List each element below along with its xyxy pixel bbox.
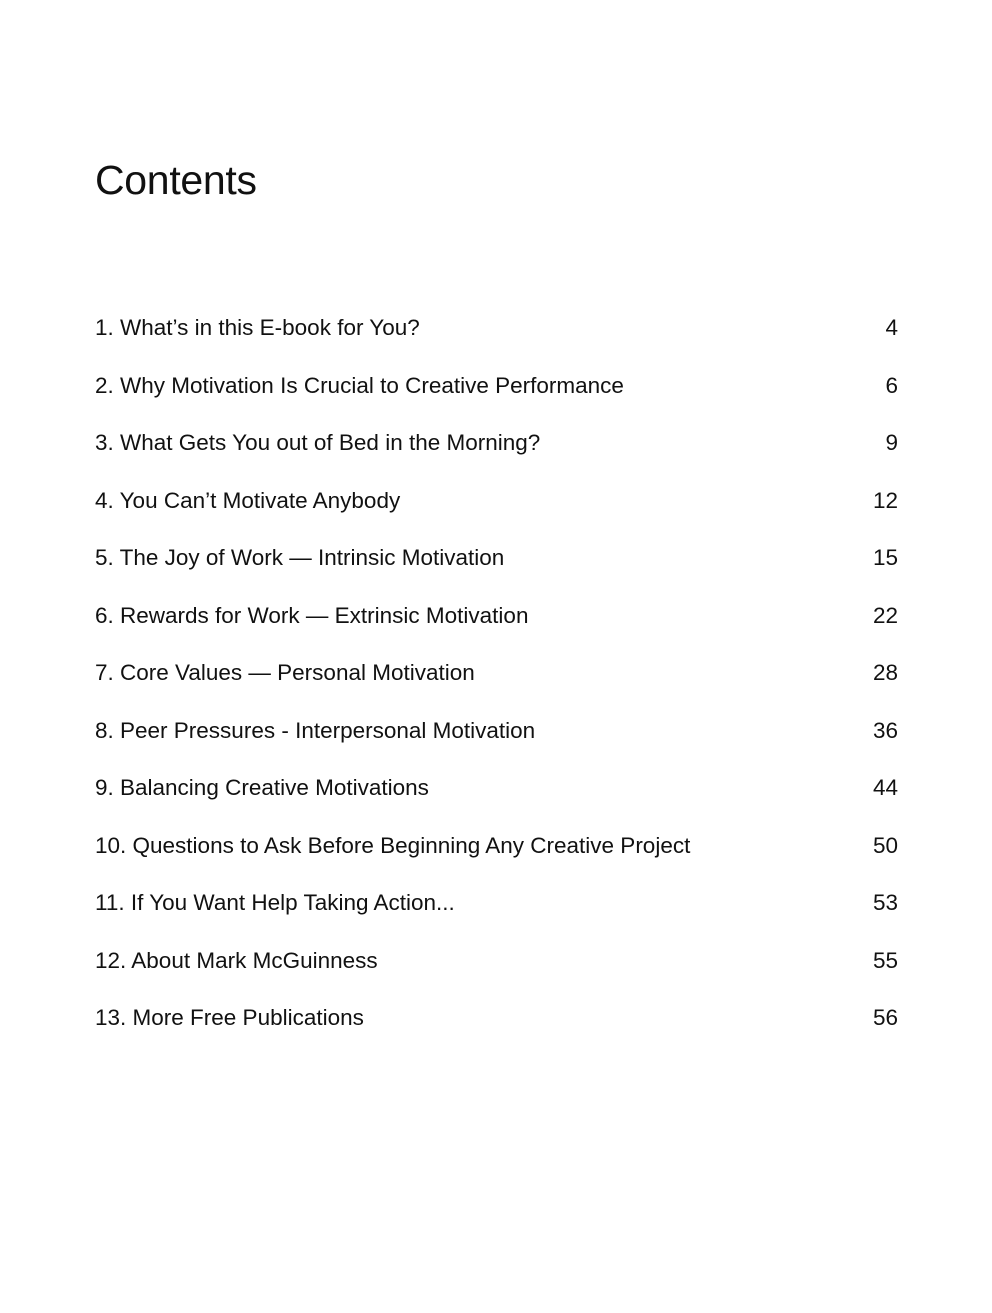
toc-entry[interactable]	[95, 769, 898, 827]
toc-entry-title: 8. Peer Pressures - Interpersonal Motivation	[95, 717, 536, 743]
toc-entry-page-number: 56	[872, 1005, 898, 1030]
toc-entry[interactable]	[95, 539, 898, 597]
toc-entry[interactable]	[95, 999, 898, 1057]
toc-entry-page-number: 53	[872, 890, 898, 915]
toc-entry[interactable]	[95, 367, 898, 425]
toc-entry-title: 6. Rewards for Work — Extrinsic Motivation	[95, 602, 529, 628]
toc-entry-page-number: 4	[885, 315, 898, 340]
toc-entry[interactable]	[95, 482, 898, 540]
toc-entry-page-number: 50	[872, 832, 898, 858]
toc-entry[interactable]	[95, 884, 898, 942]
toc-entry-title: 3. What Gets You out of Bed in the Morning?	[95, 430, 541, 455]
toc-entry-page-number: 9	[885, 430, 898, 455]
toc-entry-title: 5. The Joy of Work — Intrinsic Motivation	[95, 545, 505, 570]
toc-entry-title: 10. Questions to Ask Before Beginning Any Creative Project	[95, 832, 691, 858]
toc-entry-page-number: 28	[872, 660, 898, 685]
toc-entry-page-number: 55	[872, 947, 898, 973]
toc-entry[interactable]	[95, 654, 898, 712]
toc-entry-page-number: 12	[872, 487, 898, 513]
page-title: Contents	[95, 157, 257, 203]
toc-entry-title: 1. What’s in this E-book for You?	[95, 315, 420, 340]
toc-entry-page-number: 22	[872, 602, 898, 628]
toc-entry-page-number: 44	[872, 775, 898, 800]
toc-entry-title: 2. Why Motivation Is Crucial to Creative Performance	[95, 372, 624, 398]
toc-entry-title: 4. You Can’t Motivate Anybody	[95, 487, 401, 513]
toc-entry[interactable]	[95, 712, 898, 770]
table-of-contents	[95, 309, 898, 1057]
toc-entry[interactable]	[95, 424, 898, 482]
toc-entry-page-number: 36	[872, 717, 898, 743]
toc-entry-title: 9. Balancing Creative Motivations	[95, 775, 429, 800]
toc-entry[interactable]	[95, 827, 898, 885]
toc-entry-page-number: 6	[885, 372, 898, 398]
toc-entry-title: 7. Core Values — Personal Motivation	[95, 660, 475, 685]
toc-entry[interactable]	[95, 942, 898, 1000]
toc-entry-title: 11. If You Want Help Taking Action...	[95, 890, 455, 915]
toc-entry-title: 12. About Mark McGuinness	[95, 947, 378, 973]
toc-entry[interactable]	[95, 597, 898, 655]
toc-entry-page-number: 15	[872, 545, 898, 570]
toc-entry-title: 13. More Free Publications	[95, 1005, 364, 1030]
toc-entry[interactable]	[95, 309, 898, 367]
